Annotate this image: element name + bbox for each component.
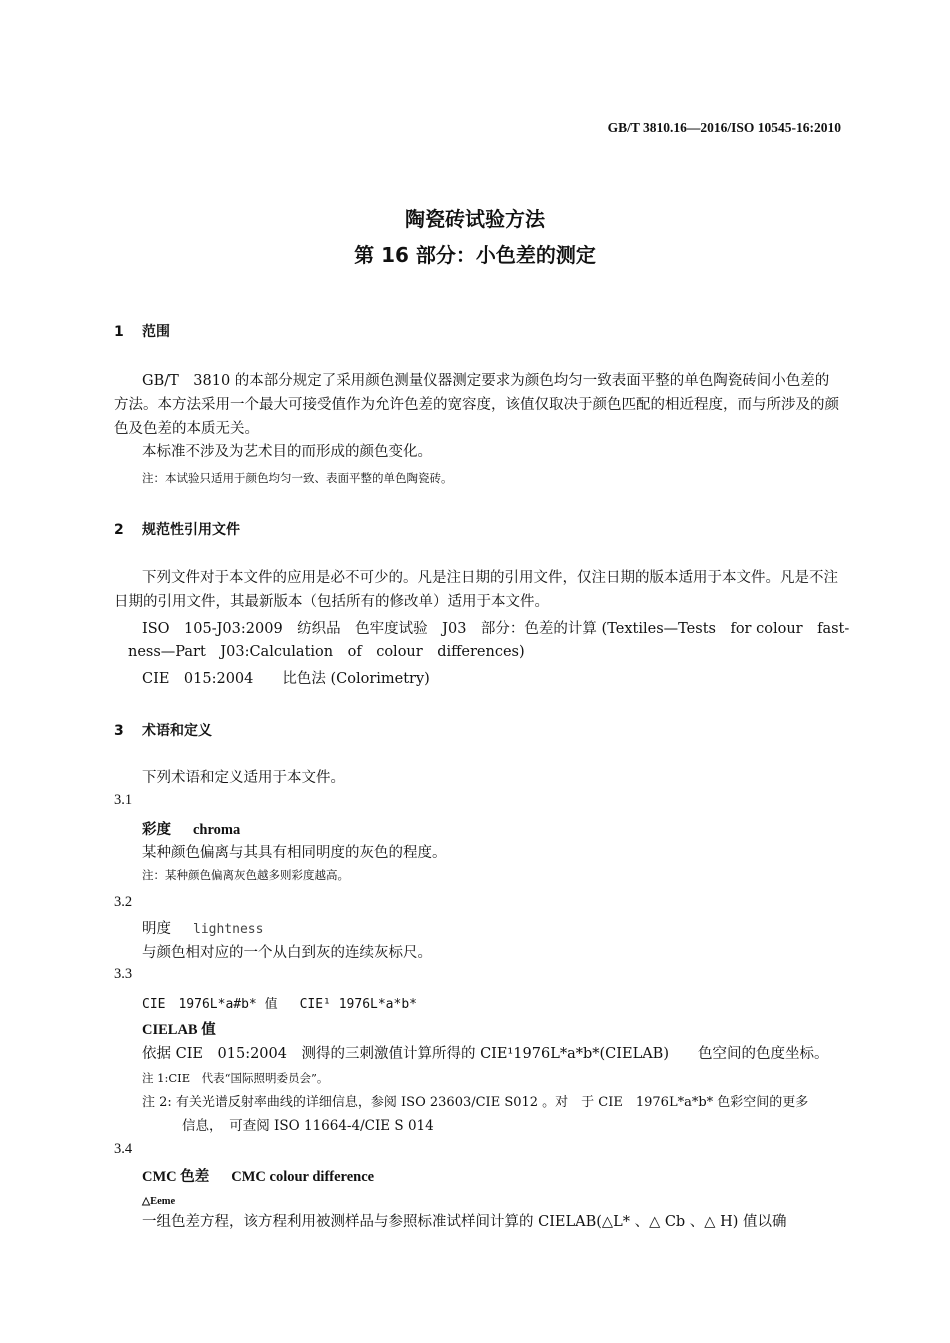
term-definition: 依据 CIE 015:2004 测得的三刺激值计算所得的 CIE¹1976L*a*b*(CIELAB) 色空间的色度坐标。 <box>142 1046 829 1062</box>
term-number: 3.4 <box>114 1141 133 1157</box>
term-en: chroma <box>193 822 241 838</box>
reference-cie-015: CIE 015:2004 比色法 (Colorimetry) <box>142 671 430 687</box>
scope-paragraph: GB/T 3810 的本部分规定了采用颜色测量仪器测定要求为颜色均匀一致表面平整的单色陶瓷砖间小色差的方法。本方法采用一个最大可接受值作为允许色差的宽容度，该值仅取决于颜色匹配的相近程度，而与所涉及的颜色及色差的本质无关。 <box>114 373 839 437</box>
term-definition: 一组色差方程，该方程利用被测样品与参照标准试样间计算的 CIELAB(△L* 、△ Cb 、△ H) 值以确 <box>142 1214 787 1230</box>
section-title: 范围 <box>142 324 170 340</box>
term-number: 3.3 <box>114 966 133 982</box>
term-cn: 彩度 <box>142 822 171 838</box>
term-lightness <box>142 917 263 938</box>
term-definition: 某种颜色偏离与其具有相同明度的灰色的程度。 <box>142 845 447 861</box>
term-cn: 明度 <box>142 921 171 937</box>
terms-intro: 下列术语和定义适用于本文件。 <box>142 770 345 786</box>
document-subtitle: 第 16 部分：小色差的测定 <box>354 243 596 267</box>
term-number: 3.1 <box>114 792 133 808</box>
term-name-b: CIE¹ 1976L*a*b* <box>299 997 417 1012</box>
term-en: CMC colour difference <box>231 1169 375 1185</box>
term-en: lightness <box>193 922 264 937</box>
term-note: 注：某种颜色偏离灰色越多则彩度越高。 <box>142 868 349 882</box>
term-note-2-line2: 信息， 可查阅 ISO 11664-4/CIE S 014 <box>182 1118 434 1134</box>
term-note-1: 注 1:CIE 代表“国际照明委员会”。 <box>142 1071 329 1085</box>
section-2-heading <box>114 519 240 539</box>
term-number: 3.2 <box>114 894 133 910</box>
scope-note: 注：本试验只适用于颜色均匀一致、表面平整的单色陶瓷砖。 <box>142 471 453 485</box>
term-cielab-line2: CIELAB 值 <box>142 1022 216 1038</box>
term-cmc <box>142 1165 374 1186</box>
section-3-heading <box>114 720 212 740</box>
term-cielab-line1 <box>142 993 417 1012</box>
term-name-a: CIE 1976L*a#b* 值 <box>142 997 278 1012</box>
term-definition: 与颜色相对应的一个从白到灰的连续灰标尺。 <box>142 945 432 961</box>
standard-code: GB/T 3810.16—2016/ISO 10545-16:2010 <box>607 120 841 135</box>
reference-iso-105-line2: ness—Part J03:Calculation of colour differences) <box>128 644 525 660</box>
section-number: 2 <box>114 522 124 538</box>
section-1-heading <box>114 321 170 341</box>
reference-iso-105-line1: ISO 105-J03:2009 纺织品 色牢度试验 J03 部分：色差的计算 (Textiles—Tests for colour fast- <box>142 621 850 637</box>
term-cn: CMC 色差 <box>142 1169 210 1185</box>
section-title: 规范性引用文件 <box>142 522 240 538</box>
document-title: 陶瓷砖试验方法 <box>405 207 545 231</box>
term-note-2-line1: 注 2: 有关光谱反射率曲线的详细信息，参阅 ISO 23603/CIE S012 。对 于 CIE 1976L*a*b* 色彩空间的更多 <box>142 1095 809 1110</box>
term-chroma <box>142 818 240 839</box>
term-symbol: △Eeme <box>142 1196 176 1207</box>
section-number: 1 <box>114 324 124 340</box>
section-number: 3 <box>114 723 124 739</box>
section-title: 术语和定义 <box>142 723 212 739</box>
scope-paragraph-2: 本标准不涉及为艺术目的而形成的颜色变化。 <box>142 444 432 460</box>
normative-intro-paragraph: 下列文件对于本文件的应用是必不可少的。凡是注日期的引用文件，仅注日期的版本适用于本文件。凡是不注日期的引用文件，其最新版本（包括所有的修改单）适用于本文件。 <box>114 570 838 610</box>
